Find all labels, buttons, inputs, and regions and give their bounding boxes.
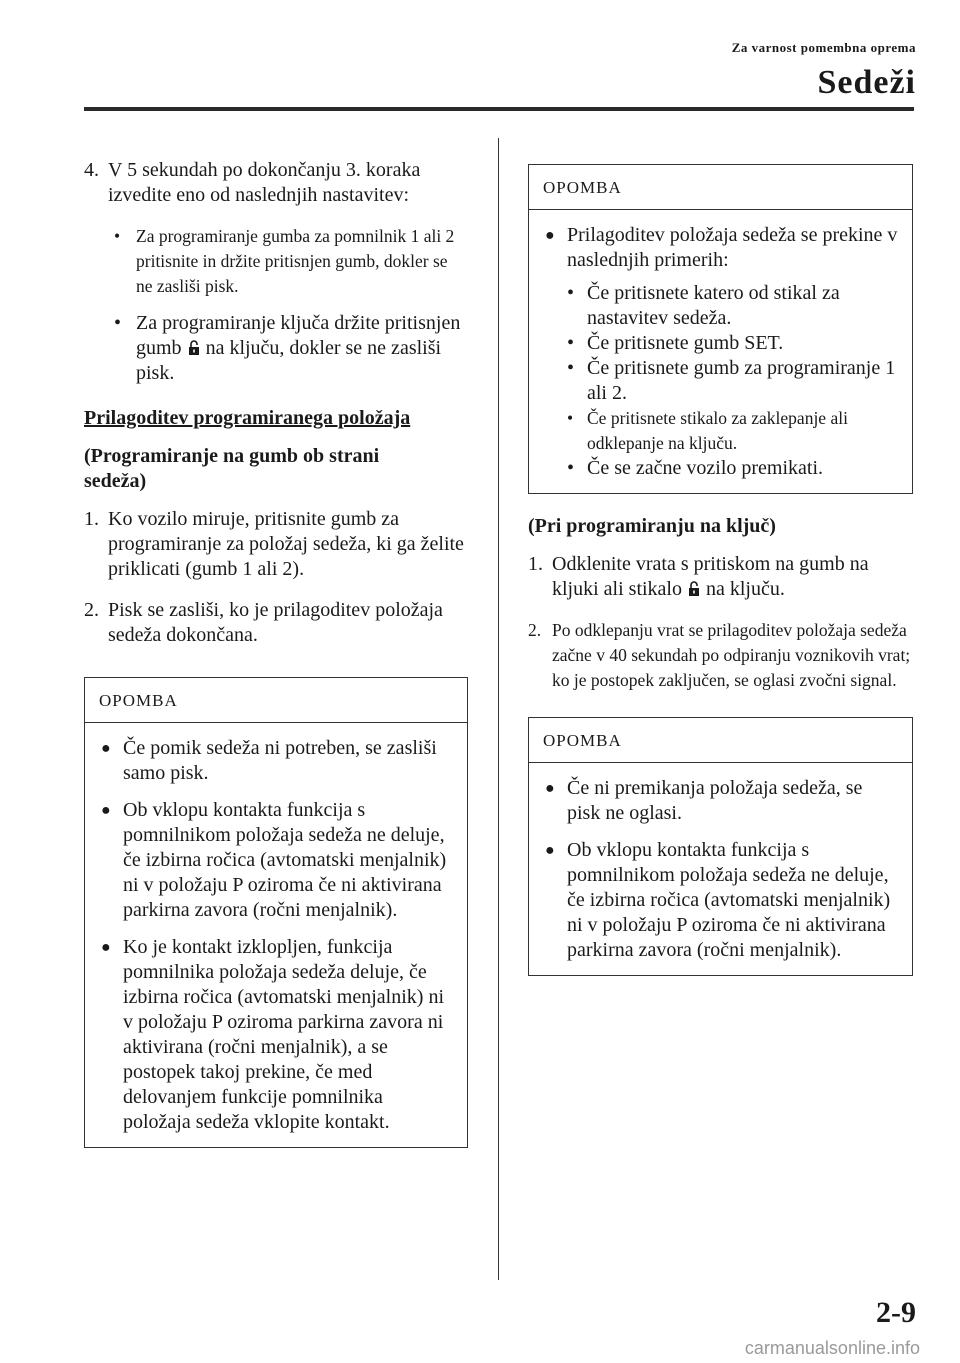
lock-icon (188, 339, 200, 356)
note-item (99, 736, 453, 786)
note-sub-item (543, 356, 898, 406)
step-number: 1. (84, 508, 99, 530)
dot-glyph: ● (545, 227, 555, 244)
note-item-text: Če pomik sedeža ni potreben, se zasliši samo pisk. (123, 737, 437, 784)
step-text: Ko vozilo miruje, pritisnite gumb za programiranje za položaj sedeža, ki ga želite priklicati (gumb 1 ali 2). (108, 508, 464, 580)
bullet-glyph: • (567, 457, 575, 479)
note-body (529, 210, 912, 493)
sub-heading: (Pri programiranju na ključ) (528, 515, 776, 537)
bullet-text: Za programiranje gumba za pomnilnik 1 ali 2 pritisnite in držite pritisnjen gumb, dokler se ne zasliši pisk. (136, 226, 455, 296)
note-box (528, 717, 913, 976)
bullet-glyph: • (567, 332, 575, 354)
note-item-text: Ob vklopu kontakta funkcija s pomnilnikom položaja sedeža ne deluje, če izbirna ročica (avtomatski menjalnik) ni v položaju P oziroma če ni aktivirana parkirna zavora (ročni menjalnik). (123, 799, 447, 921)
note-title: OPOMBA (529, 718, 912, 763)
note-item (99, 935, 453, 1135)
step-number: 2. (528, 620, 542, 640)
note-item (543, 838, 898, 963)
note-body (85, 723, 467, 1147)
note-body (529, 763, 912, 975)
step-number: 4. (84, 159, 99, 181)
note-sub-text: Če pritisnete stikalo za zaklepanje ali odklepanje na ključu. (587, 408, 848, 453)
note-item-text: Prilagoditev položaja sedeža se prekine v naslednjih primerih: (567, 224, 898, 271)
note-sub-item (543, 331, 898, 356)
note-item (99, 798, 453, 923)
note-item-text: Če ni premikanja položaja sedeža, se pisk ne oglasi. (567, 777, 863, 824)
watermark: carmanualsonline.info (744, 1338, 920, 1358)
note-sub-text: Če pritisnete katero od stikal za nastavitev sedeža. (587, 282, 840, 329)
step-number: 2. (84, 599, 99, 621)
note-sub-text: Če se začne vozilo premikati. (587, 457, 824, 479)
bullet-text-after: na ključu, dokler se ne zasliši pisk. (136, 337, 442, 384)
dot-glyph: ● (101, 939, 111, 956)
bullet-glyph: • (567, 282, 575, 304)
column-divider (498, 138, 499, 1280)
note-sub-text: Če pritisnete gumb SET. (587, 332, 784, 354)
section-heading: Prilagoditev programiranega položaja (84, 407, 411, 429)
note-sub-item (543, 406, 898, 456)
dot-glyph: ● (101, 740, 111, 757)
note-sub-item (543, 456, 898, 481)
step-2 (84, 598, 468, 648)
dot-glyph: ● (545, 842, 555, 859)
page-number: 2-9 (876, 1296, 916, 1329)
bullet-glyph: • (567, 408, 574, 428)
step-4 (84, 158, 468, 208)
note-title: OPOMBA (85, 678, 467, 723)
page-title: Sedeži (817, 64, 916, 101)
right-column (528, 164, 913, 976)
note-box (528, 164, 913, 494)
note-title: OPOMBA (529, 165, 912, 210)
bullet-glyph: • (567, 357, 575, 379)
step-1 (528, 552, 913, 602)
step-text-after: na ključu. (706, 578, 785, 600)
bullet-item (84, 224, 468, 299)
note-item-text: Ob vklopu kontakta funkcija s pomnilnikom položaja sedeža ne deluje, če izbirna ročica (avtomatski menjalnik) ni v položaju P oziroma če ni aktivirana parkirna zavora (ročni menjalnik). (567, 839, 891, 961)
bullet-glyph: • (114, 312, 122, 334)
step-1 (84, 507, 468, 582)
step-text-before: Odklenite vrata s pritiskom na gumb na kljuki ali stikalo (552, 553, 869, 600)
left-column (84, 158, 468, 1148)
note-sub-text: Če pritisnete gumb za programiranje 1 ali 2. (587, 357, 896, 404)
note-item (543, 776, 898, 826)
step-number: 1. (528, 553, 543, 575)
bullet-text-before: Za programiranje ključa držite pritisnjen gumb (136, 312, 461, 359)
lock-icon (688, 580, 700, 597)
step-text: Po odklepanju vrat se prilagoditev položaja sedeža začne v 40 sekundah po odpiranju voznikovih vrat; ko je postopek zaključen, se oglasi zvočni signal. (552, 620, 911, 690)
step-text: V 5 sekundah po dokončanju 3. koraka izvedite eno od naslednjih nastavitev: (108, 159, 421, 206)
sub-heading: (Programiranje na gumb ob strani sedeža) (84, 445, 380, 492)
bullet-glyph: • (114, 226, 121, 246)
section-label: Za varnost pomembna oprema (731, 40, 916, 55)
header-rule (84, 107, 914, 111)
step-2 (528, 618, 913, 693)
note-box (84, 677, 468, 1148)
dot-glyph: ● (101, 802, 111, 819)
dot-glyph: ● (545, 780, 555, 797)
note-item (543, 223, 898, 273)
note-sub-item (543, 281, 898, 331)
note-item-text: Ko je kontakt izklopljen, funkcija pomnilnika položaja sedeža deluje, če izbirna ročica (avtomatski menjalnik) ni v položaju P oziroma parkirna zavora ni aktivirana (ročni menjalnik), a se postopek takoj prekine, če med delovanjem funkcije pomnilnika položaja sedeža vklopite kontakt. (123, 936, 444, 1133)
bullet-item (84, 311, 468, 386)
step-text: Pisk se zasliši, ko je prilagoditev položaja sedeža dokončana. (108, 599, 443, 646)
